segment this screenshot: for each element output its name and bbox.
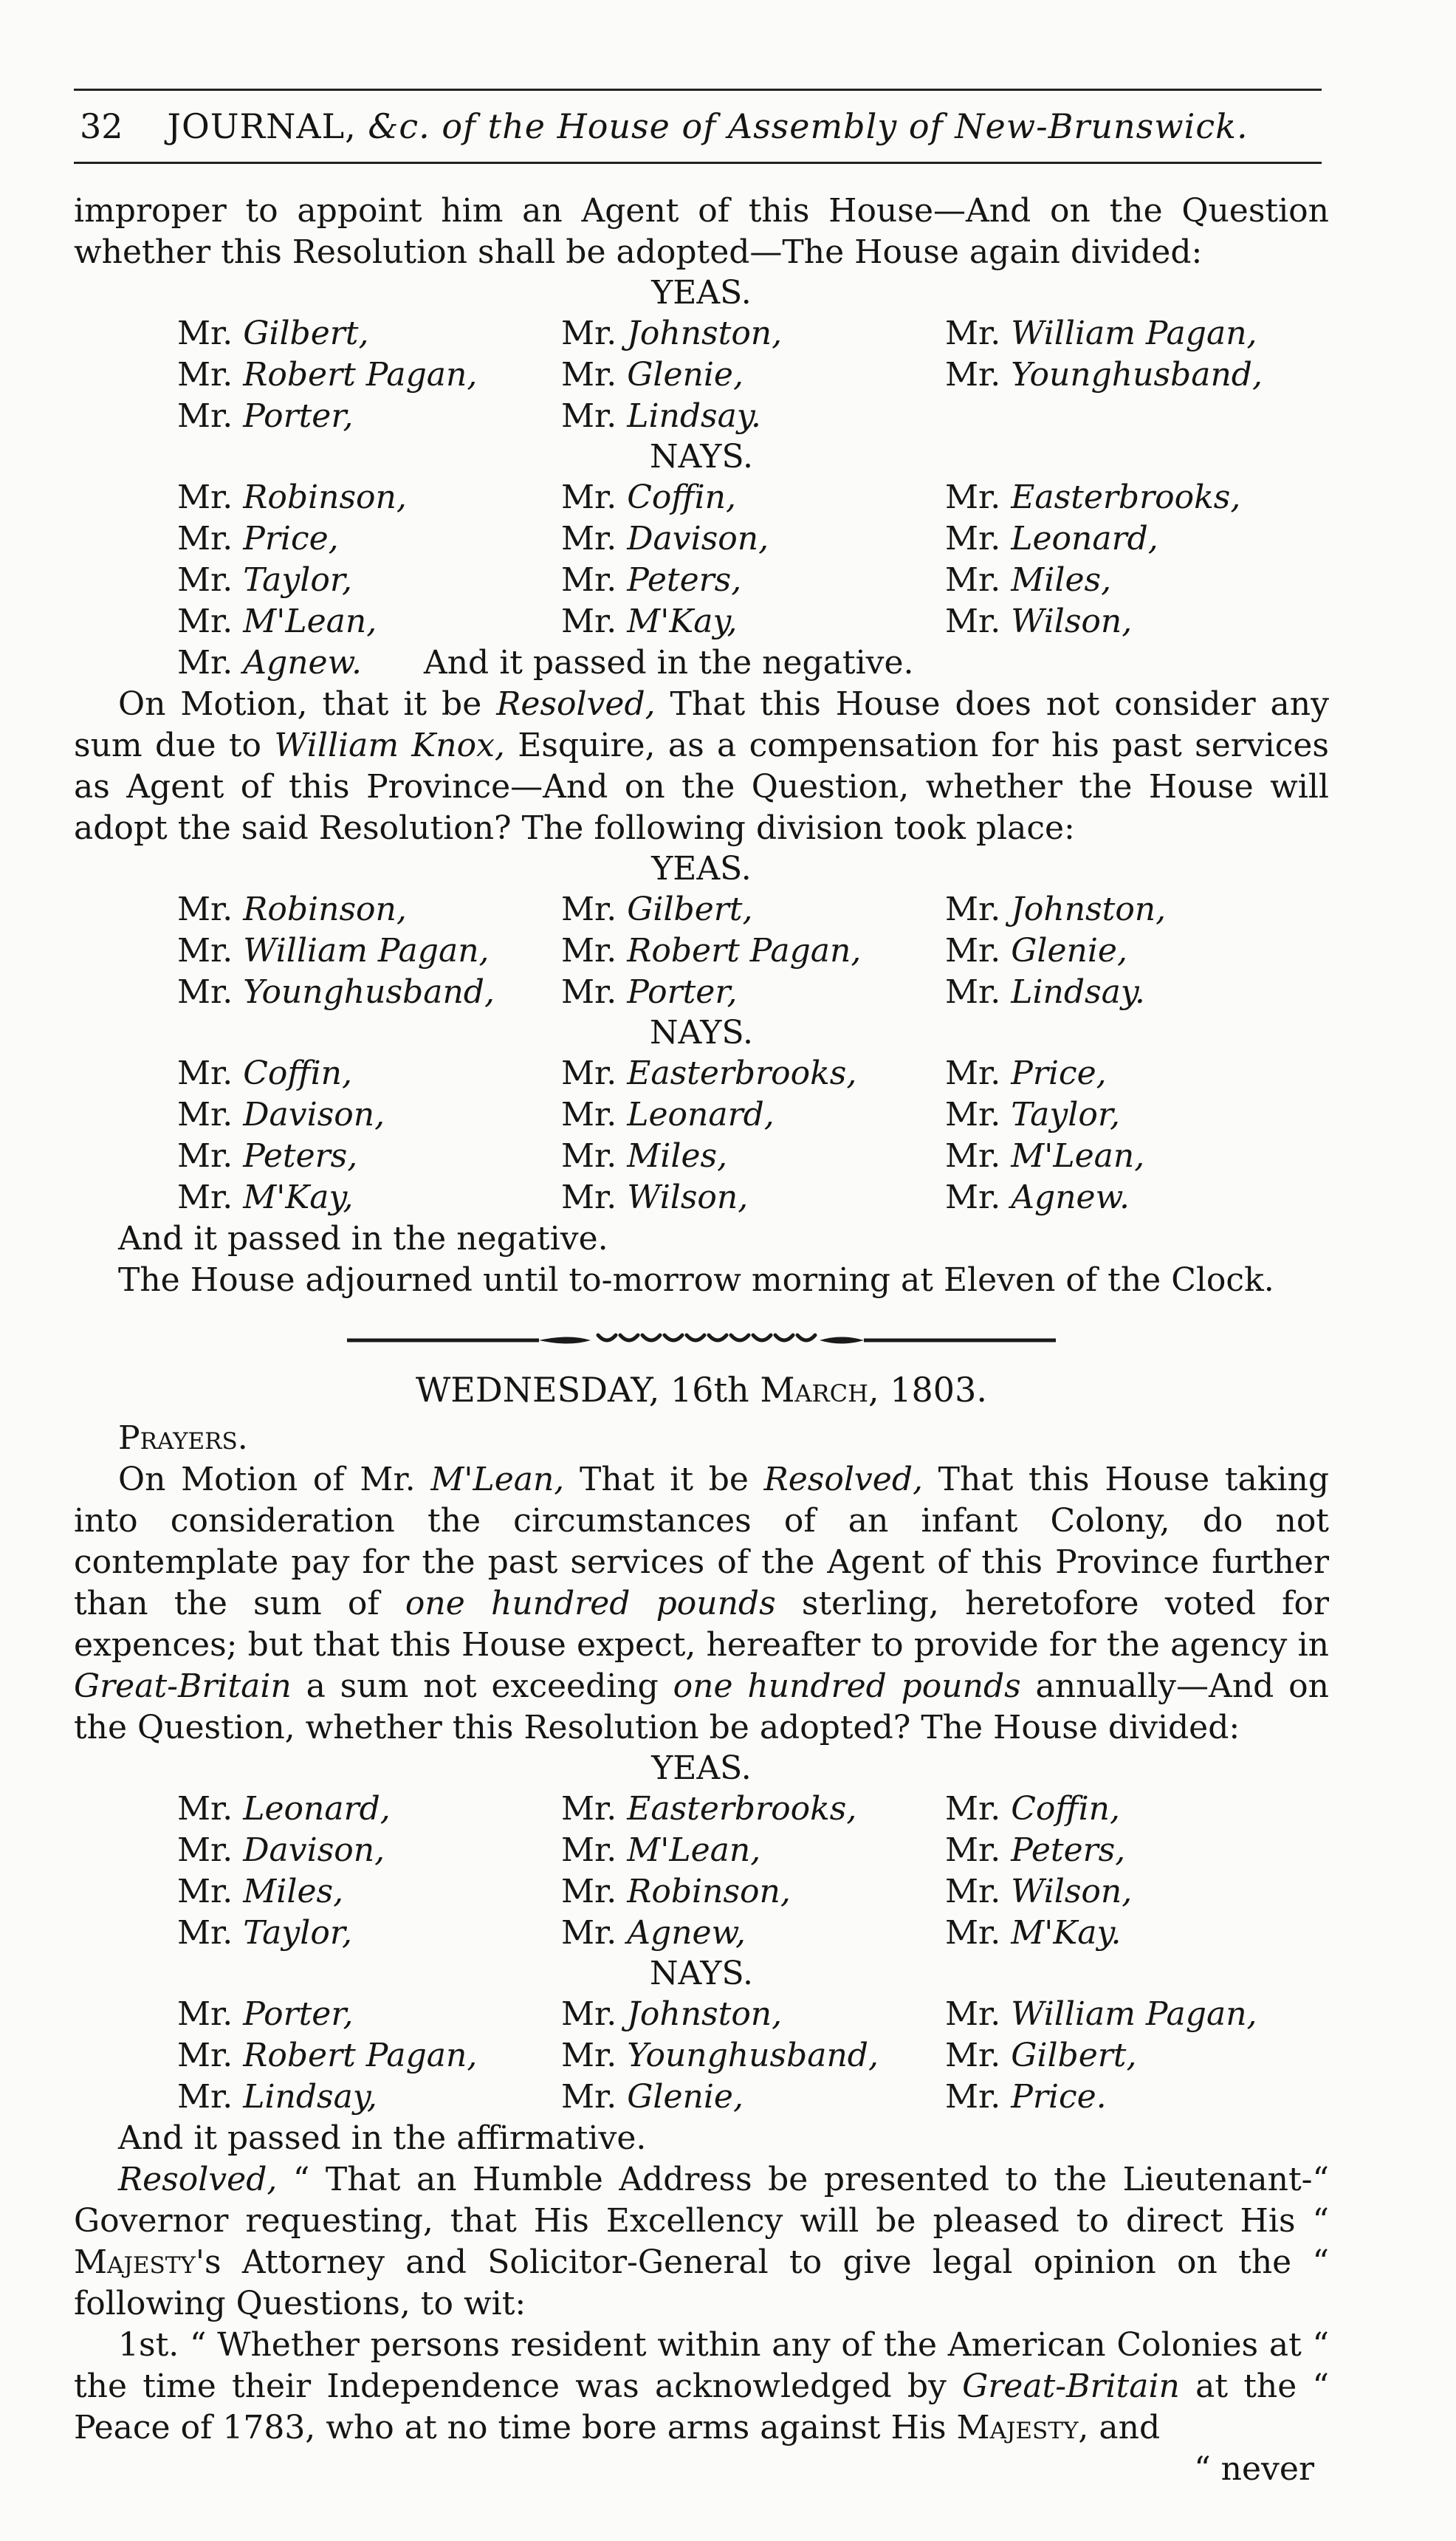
ornamental-rule: [347, 1331, 1056, 1350]
vote2-yeas: [74, 889, 1329, 1013]
member-name: Mr. Peters,: [945, 1831, 1126, 1869]
member-name: Mr. Davison,: [561, 520, 769, 558]
member-name: Mr. William Pagan,: [945, 1995, 1257, 2033]
page-body: [74, 191, 1329, 2490]
member-name: Mr. Gilbert,: [945, 2037, 1137, 2074]
member-name: Mr. Leonard,: [561, 1096, 775, 1134]
member-name: Mr. Miles,: [177, 1873, 344, 1910]
member-name: Mr. Robinson,: [177, 891, 407, 928]
member-name: Mr. William Pagan,: [177, 932, 490, 970]
member-name: Mr. M'Lean,: [561, 1831, 761, 1869]
page-header: [74, 89, 1322, 164]
vote2-nays-heading: NAYS.: [649, 1014, 754, 1052]
member-name: Mr. Price,: [945, 1055, 1107, 1092]
ornament-icon: [347, 1331, 1056, 1350]
member-name: Mr. Easterbrooks,: [945, 479, 1241, 516]
vote3-result: And it passed in the affirmative.: [118, 2119, 647, 2157]
member-name: Mr. Peters,: [177, 1137, 358, 1175]
vote1-nays: [74, 477, 1329, 642]
vote2-result: And it passed in the negative.: [118, 1220, 608, 1258]
prayers-heading: Prayers.: [118, 1419, 248, 1457]
member-name: Mr. Miles,: [561, 1137, 728, 1175]
member-name: Mr. Leonard,: [177, 1790, 391, 1828]
member-name: Mr. Johnston,: [561, 1995, 783, 2033]
member-name: Mr. Gilbert,: [177, 315, 369, 352]
member-name: Mr. M'Kay,: [561, 603, 738, 640]
vote1-result: And it passed in the negative.: [423, 644, 914, 682]
member-name: Mr. Robert Pagan,: [177, 2037, 478, 2074]
vote3-nays: [74, 1994, 1329, 2118]
vote2-nays: [74, 1053, 1329, 1218]
member-name: Mr. Easterbrooks,: [561, 1055, 857, 1092]
member-name: Mr. Johnston,: [561, 315, 783, 352]
member-name: Mr. Robinson,: [561, 1873, 791, 1910]
page-number: 32: [80, 106, 123, 146]
member-name: Mr. Price,: [177, 520, 339, 558]
vote1-nays-heading: NAYS.: [649, 438, 754, 476]
paragraph-3: On Motion of Mr. M'Lean, That it be Resolved, That this House taking into consideration the circumstances of an infant Colony, do not contemplate pay for the past services of the Agent of this Province further than the sum of one hundred pounds sterling, heretofore voted for expences; but that this House expect, hereafter to provide for the agency in Great-Britain a sum not exceeding one hundred pounds annually—And on the Question, whether this Resolution be adopted? The House divided:: [74, 1461, 1329, 1746]
running-head: JOURNAL, &c. of the House of Assembly of New-Brunswick.: [167, 106, 1249, 146]
date-heading: WEDNESDAY, 16th March, 1803.: [416, 1370, 987, 1410]
member-name: Mr. Johnston,: [945, 891, 1167, 928]
member-name: Mr. Glenie,: [945, 932, 1127, 970]
member-name: Mr. Davison,: [177, 1096, 385, 1134]
member-name: Mr. Younghusband,: [561, 2037, 879, 2074]
paragraph-5: 1st. “ Whether persons resident within any of the American Colonies at “ the time their Independence was acknowledged by Great-Britain at the “ Peace of 1783, who at no time bore arms against His Majesty, and: [74, 2326, 1329, 2446]
member-name: Mr. Taylor,: [945, 1096, 1121, 1134]
member-name: Mr. Leonard,: [945, 520, 1158, 558]
member-name: Mr. Coffin,: [177, 1055, 352, 1092]
adjournment-note: The House adjourned until to-morrow morning at Eleven of the Clock.: [118, 1261, 1274, 1299]
member-name: Mr. Porter,: [561, 973, 738, 1011]
vote1-yeas: [74, 313, 1329, 437]
member-name: Mr. Wilson,: [945, 1873, 1133, 1910]
member-name: Mr. Taylor,: [177, 1914, 353, 1952]
vote3-yeas-heading: YEAS.: [651, 1749, 752, 1787]
member-name: Mr. Glenie,: [561, 2078, 744, 2116]
paragraph-1: improper to appoint him an Agent of this House—And on the Question whether this Resolution shall be adopted—The House again divided:: [74, 192, 1329, 271]
vote1-tail: Mr. Agnew. And it passed in the negative.: [177, 644, 914, 682]
member-name: Mr. Coffin,: [945, 1790, 1120, 1828]
member-name: Mr. Glenie,: [561, 356, 744, 394]
vote3-nays-heading: NAYS.: [649, 1955, 754, 1992]
paragraph-2: On Motion, that it be Resolved, That this House does not consider any sum due to William Knox, Esquire, as a compensation for his past services as Agent of this Province—And on the Question, whether the House will adopt the said Resolution? The following division took place:: [74, 685, 1329, 847]
member-name: Mr. Lindsay,: [177, 2078, 377, 2116]
member-name: Mr. William Pagan,: [945, 315, 1257, 352]
member-name: Mr. Lindsay.: [561, 397, 761, 435]
member-name: Mr. Agnew.: [945, 1179, 1130, 1216]
vote3-yeas: [74, 1789, 1329, 1954]
member-name: Mr. Robinson,: [177, 479, 407, 516]
member-name: Mr. Wilson,: [561, 1179, 749, 1216]
vote2-yeas-heading: YEAS.: [651, 850, 752, 888]
member-name: Mr. M'Kay.: [945, 1914, 1122, 1952]
member-name: Mr. Gilbert,: [561, 891, 753, 928]
member-name: Mr. Miles,: [945, 561, 1112, 599]
member-name: Mr. Porter,: [177, 1995, 354, 2033]
member-name: Mr. Agnew,: [561, 1914, 746, 1952]
member-name: Mr. M'Lean,: [945, 1137, 1145, 1175]
member-name: Mr. Robert Pagan,: [177, 356, 478, 394]
member-name: Mr. Coffin,: [561, 479, 736, 516]
member-name: Mr. Easterbrooks,: [561, 1790, 857, 1828]
member-name: Mr. Davison,: [177, 1831, 385, 1869]
member-name: Mr. Porter,: [177, 397, 354, 435]
member-name: Mr. Younghusband,: [945, 356, 1263, 394]
member-name: Mr. Wilson,: [945, 603, 1133, 640]
member-name: Mr. Robert Pagan,: [561, 932, 862, 970]
member-name: Mr. Lindsay.: [945, 973, 1145, 1011]
member-name: Mr. Taylor,: [177, 561, 353, 599]
vote1-yeas-heading: YEAS.: [651, 274, 752, 312]
member-name: Mr. Younghusband,: [177, 973, 495, 1011]
member-name: Mr. M'Lean,: [177, 603, 377, 640]
member-name: Mr. M'Kay,: [177, 1179, 354, 1216]
member-name: Mr. Price.: [945, 2078, 1107, 2116]
member-name: [945, 396, 1329, 437]
catchword: “ never: [1194, 2450, 1314, 2488]
paragraph-4: Resolved, “ That an Humble Address be presented to the Lieutenant-“ Governor requesting, that His Excellency will be pleased to direct His “ Majesty's Attorney and Solicitor-General to give legal opinion on the “ following Questions, to wit:: [74, 2161, 1329, 2322]
member-name: Mr. Peters,: [561, 561, 742, 599]
